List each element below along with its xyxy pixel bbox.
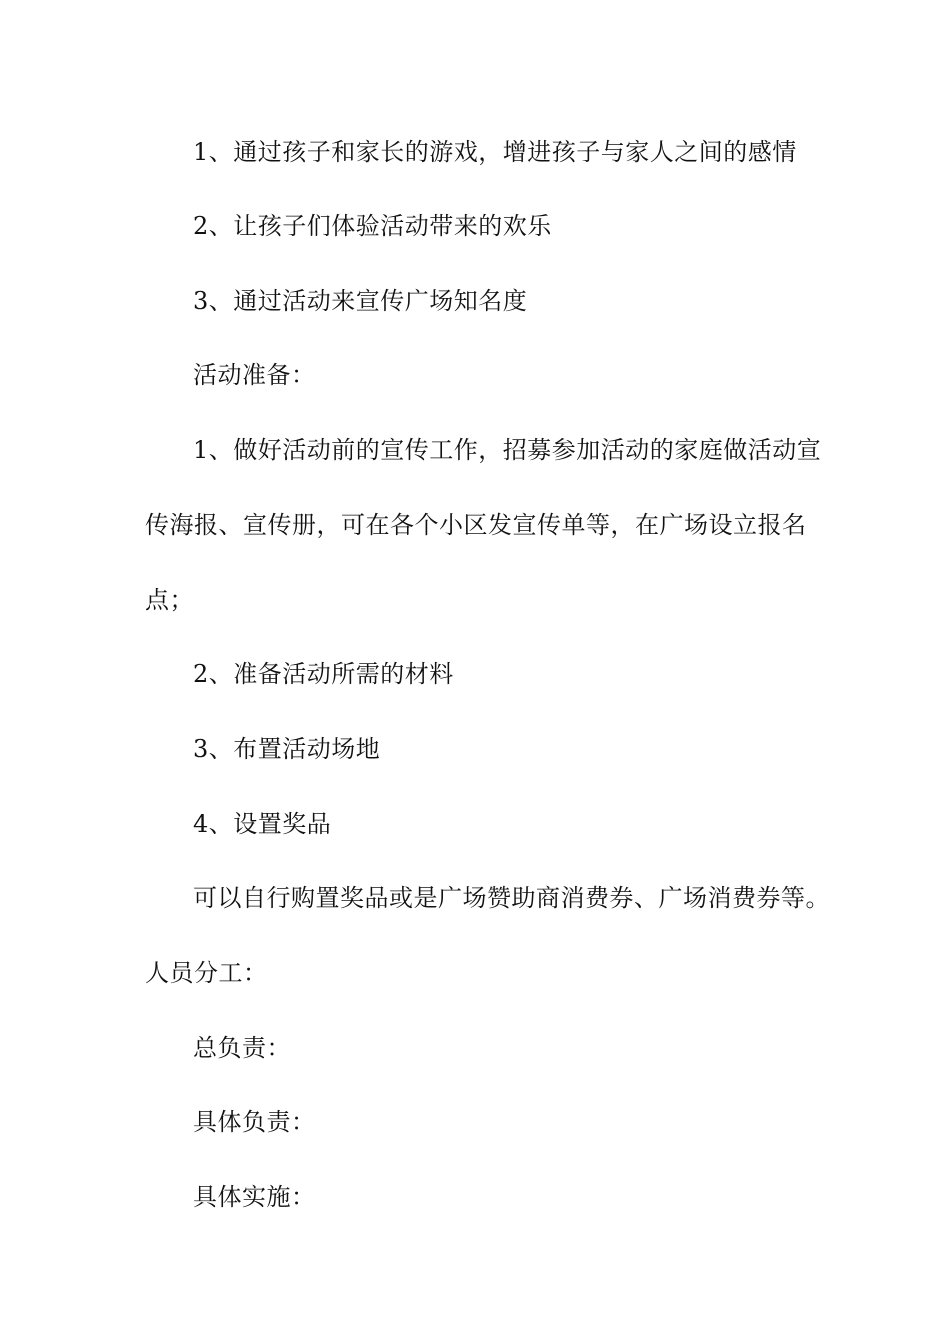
staffing-role-implementation: 具体实施： [193,1183,316,1211]
goal-item-1: 1、通过孩子和家长的游戏，增进孩子与家人之间的感情 [193,138,797,166]
preparation-item-4: 4、设置奖品 [193,810,332,838]
preparation-item-1-line-3: 点； [145,586,194,614]
preparation-item-1-line-2: 传海报、宣传册，可在各个小区发宣传单等，在广场设立报名 [145,511,807,539]
staffing-role-overall-lead: 总负责： [193,1034,291,1062]
preparation-item-1-line-1: 1、做好活动前的宣传工作，招募参加活动的家庭做活动宣 [193,436,822,464]
preparation-item-2: 2、准备活动所需的材料 [193,660,454,688]
preparation-heading: 活动准备： [193,361,316,389]
staffing-heading: 人员分工： [145,959,268,987]
goal-item-3: 3、通过活动来宣传广场知名度 [193,287,528,315]
staffing-role-specific-lead: 具体负责： [193,1108,316,1136]
preparation-item-3: 3、布置活动场地 [193,735,381,763]
prize-note: 可以自行购置奖品或是广场赞助商消费券、广场消费券等。 [193,884,830,912]
goal-item-2: 2、让孩子们体验活动带来的欢乐 [193,212,552,240]
